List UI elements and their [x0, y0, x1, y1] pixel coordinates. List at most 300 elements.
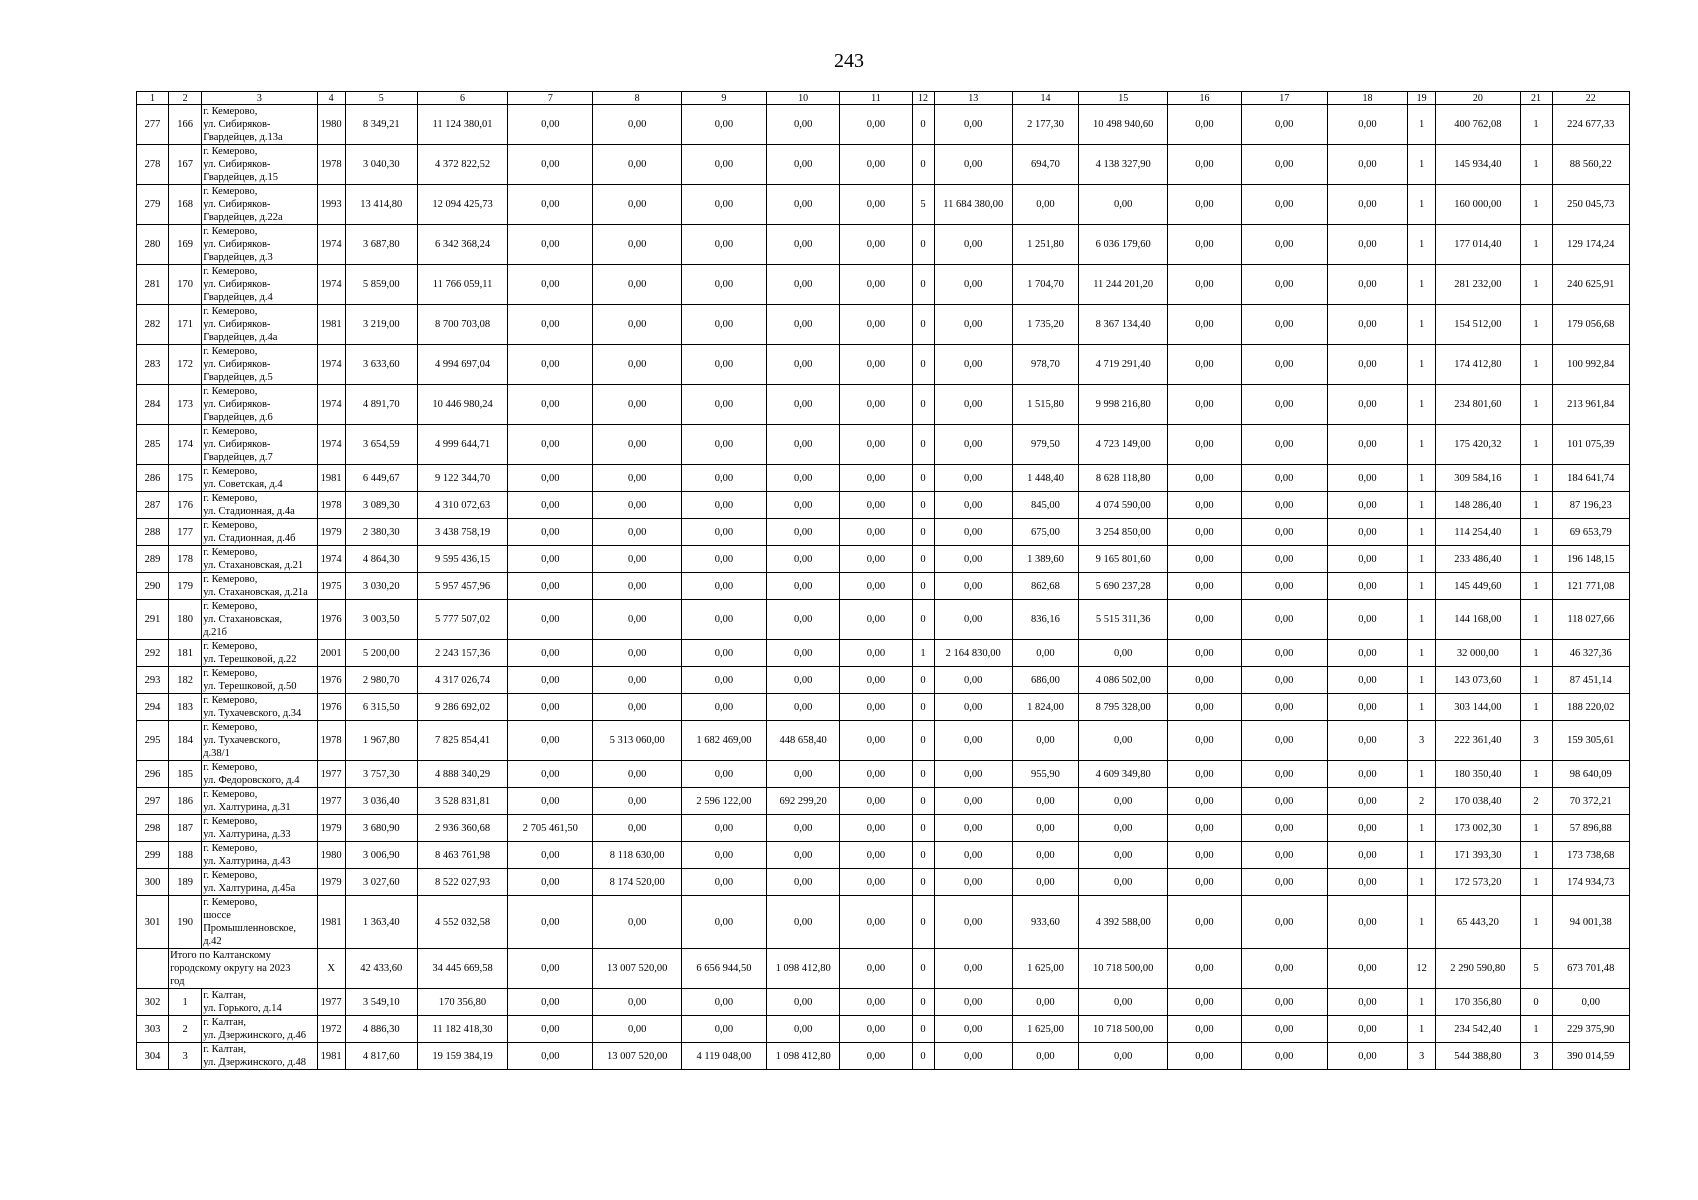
value-cell-6: 9 122 344,70 [417, 465, 507, 492]
value-cell-10: 0,00 [767, 989, 840, 1016]
value-cell-18: 0,00 [1327, 305, 1407, 345]
value-cell-22: 224 677,33 [1552, 105, 1629, 145]
table-row [137, 225, 1630, 265]
column-header-9: 9 [681, 92, 766, 105]
value-cell-5: 2 980,70 [345, 667, 417, 694]
value-cell-15: 8 367 134,40 [1079, 305, 1168, 345]
value-cell-21: 1 [1520, 145, 1552, 185]
value-cell-21: 1 [1520, 345, 1552, 385]
value-cell-14: 1 704,70 [1012, 265, 1078, 305]
value-cell-15: 4 609 349,80 [1079, 761, 1168, 788]
value-cell-11: 0,00 [840, 721, 912, 761]
value-cell-17: 0,00 [1241, 573, 1327, 600]
address-cell: г. Калтан, ул. Горького, д.14 [202, 989, 317, 1016]
column-header-12: 12 [912, 92, 934, 105]
value-cell-14: 0,00 [1012, 1043, 1078, 1070]
value-cell-7: 0,00 [508, 492, 593, 519]
value-cell-22: 159 305,61 [1552, 721, 1629, 761]
value-cell-18: 0,00 [1327, 465, 1407, 492]
value-cell-6: 4 317 026,74 [417, 667, 507, 694]
column-header-6: 6 [417, 92, 507, 105]
value-cell-21: 1 [1520, 761, 1552, 788]
row-number: 302 [137, 989, 169, 1016]
value-cell-19: 1 [1408, 869, 1436, 896]
value-cell-8: 0,00 [593, 1016, 681, 1043]
value-cell-6: 19 159 384,19 [417, 1043, 507, 1070]
value-cell-20: 65 443,20 [1436, 896, 1520, 949]
column-header-8: 8 [593, 92, 681, 105]
table-row [137, 896, 1630, 949]
value-cell-16: 0,00 [1168, 667, 1241, 694]
row-index: 1 [169, 989, 202, 1016]
value-cell-16: 0,00 [1168, 225, 1241, 265]
table-row [137, 667, 1630, 694]
value-cell-9: 1 682 469,00 [681, 721, 766, 761]
value-cell-5: 4 864,30 [345, 546, 417, 573]
value-cell-20: 172 573,20 [1436, 869, 1520, 896]
value-cell-22: 173 738,68 [1552, 842, 1629, 869]
year-cell: 1974 [317, 546, 345, 573]
table-row [137, 989, 1630, 1016]
table-row [137, 694, 1630, 721]
value-cell-14: 862,68 [1012, 573, 1078, 600]
address-cell: г. Кемерово, ул. Сибиряков- Гвардейцев, д.6 [202, 385, 317, 425]
row-index: 181 [169, 640, 202, 667]
value-cell-8: 0,00 [593, 185, 681, 225]
value-cell-12: 0 [912, 667, 934, 694]
value-cell-5: 3 027,60 [345, 869, 417, 896]
value-cell-16: 0,00 [1168, 896, 1241, 949]
value-cell-10: 0,00 [767, 492, 840, 519]
value-cell-15: 8 628 118,80 [1079, 465, 1168, 492]
value-cell-7: 0,00 [508, 145, 593, 185]
value-cell-21: 1 [1520, 546, 1552, 573]
value-cell-15: 4 719 291,40 [1079, 345, 1168, 385]
value-cell-15: 0,00 [1079, 842, 1168, 869]
value-cell-7: 0,00 [508, 869, 593, 896]
value-cell-10: 0,00 [767, 869, 840, 896]
row-index: 180 [169, 600, 202, 640]
value-cell-11: 0,00 [840, 185, 912, 225]
value-cell-9: 0,00 [681, 385, 766, 425]
address-cell: г. Кемерово, ул. Сибиряков- Гвардейцев, д.5 [202, 345, 317, 385]
value-cell-9: 0,00 [681, 600, 766, 640]
table-row [137, 519, 1630, 546]
value-cell-18: 0,00 [1327, 546, 1407, 573]
table-row [137, 761, 1630, 788]
value-cell-16: 0,00 [1168, 788, 1241, 815]
value-cell-19: 1 [1408, 815, 1436, 842]
row-number: 284 [137, 385, 169, 425]
address-cell: г. Кемерово, ул. Стадионная, д.4б [202, 519, 317, 546]
total-value-cell-12: 0 [912, 949, 934, 989]
value-cell-9: 0,00 [681, 145, 766, 185]
value-cell-20: 160 000,00 [1436, 185, 1520, 225]
year-cell: 1974 [317, 345, 345, 385]
value-cell-12: 0 [912, 265, 934, 305]
value-cell-8: 0,00 [593, 385, 681, 425]
value-cell-15: 9 998 216,80 [1079, 385, 1168, 425]
address-cell: г. Кемерово, ул. Сибиряков- Гвардейцев, д.7 [202, 425, 317, 465]
value-cell-11: 0,00 [840, 788, 912, 815]
value-cell-15: 5 515 311,36 [1079, 600, 1168, 640]
total-value-cell-18: 0,00 [1327, 949, 1407, 989]
value-cell-16: 0,00 [1168, 869, 1241, 896]
value-cell-13: 0,00 [934, 815, 1012, 842]
value-cell-16: 0,00 [1168, 385, 1241, 425]
year-cell: 1972 [317, 1016, 345, 1043]
value-cell-19: 1 [1408, 546, 1436, 573]
address-cell: г. Кемерово, ул. Сибиряков- Гвардейцев, д.13а [202, 105, 317, 145]
table-row [137, 105, 1630, 145]
address-cell: г. Кемерово, ул. Терешковой, д.22 [202, 640, 317, 667]
value-cell-6: 4 552 032,58 [417, 896, 507, 949]
value-cell-13: 0,00 [934, 1043, 1012, 1070]
value-cell-19: 1 [1408, 600, 1436, 640]
value-cell-20: 400 762,08 [1436, 105, 1520, 145]
row-number: 300 [137, 869, 169, 896]
value-cell-16: 0,00 [1168, 842, 1241, 869]
table-row [137, 425, 1630, 465]
value-cell-10: 0,00 [767, 465, 840, 492]
value-cell-15: 9 165 801,60 [1079, 546, 1168, 573]
value-cell-7: 0,00 [508, 105, 593, 145]
value-cell-12: 0 [912, 761, 934, 788]
value-cell-14: 0,00 [1012, 842, 1078, 869]
table-row [137, 145, 1630, 185]
row-number: 281 [137, 265, 169, 305]
total-value-cell-17: 0,00 [1241, 949, 1327, 989]
value-cell-22: 121 771,08 [1552, 573, 1629, 600]
row-index: 189 [169, 869, 202, 896]
column-header-17: 17 [1241, 92, 1327, 105]
value-cell-17: 0,00 [1241, 989, 1327, 1016]
row-number: 304 [137, 1043, 169, 1070]
value-cell-14: 0,00 [1012, 640, 1078, 667]
value-cell-12: 0 [912, 721, 934, 761]
value-cell-11: 0,00 [840, 667, 912, 694]
value-cell-22: 188 220,02 [1552, 694, 1629, 721]
value-cell-9: 0,00 [681, 761, 766, 788]
value-cell-7: 0,00 [508, 345, 593, 385]
value-cell-12: 0 [912, 145, 934, 185]
row-index: 176 [169, 492, 202, 519]
value-cell-22: 88 560,22 [1552, 145, 1629, 185]
row-index: 188 [169, 842, 202, 869]
table-row [137, 265, 1630, 305]
value-cell-9: 0,00 [681, 869, 766, 896]
value-cell-7: 0,00 [508, 546, 593, 573]
value-cell-17: 0,00 [1241, 600, 1327, 640]
value-cell-22: 250 045,73 [1552, 185, 1629, 225]
value-cell-9: 2 596 122,00 [681, 788, 766, 815]
value-cell-13: 0,00 [934, 225, 1012, 265]
value-cell-20: 170 038,40 [1436, 788, 1520, 815]
value-cell-20: 233 486,40 [1436, 546, 1520, 573]
value-cell-15: 0,00 [1079, 640, 1168, 667]
value-cell-18: 0,00 [1327, 761, 1407, 788]
address-cell: г. Кемерово, ул. Сибиряков- Гвардейцев, д.3 [202, 225, 317, 265]
value-cell-19: 1 [1408, 573, 1436, 600]
value-cell-7: 0,00 [508, 185, 593, 225]
value-cell-6: 4 999 644,71 [417, 425, 507, 465]
value-cell-17: 0,00 [1241, 265, 1327, 305]
value-cell-17: 0,00 [1241, 225, 1327, 265]
value-cell-18: 0,00 [1327, 225, 1407, 265]
value-cell-7: 0,00 [508, 600, 593, 640]
value-cell-15: 4 138 327,90 [1079, 145, 1168, 185]
value-cell-9: 0,00 [681, 896, 766, 949]
value-cell-11: 0,00 [840, 815, 912, 842]
value-cell-9: 0,00 [681, 546, 766, 573]
value-cell-14: 845,00 [1012, 492, 1078, 519]
value-cell-18: 0,00 [1327, 345, 1407, 385]
total-value-cell-20: 2 290 590,80 [1436, 949, 1520, 989]
table-row [137, 573, 1630, 600]
table-row [137, 842, 1630, 869]
table-row [137, 546, 1630, 573]
header-row [137, 92, 1630, 105]
value-cell-17: 0,00 [1241, 842, 1327, 869]
value-cell-8: 5 313 060,00 [593, 721, 681, 761]
value-cell-11: 0,00 [840, 225, 912, 265]
value-cell-7: 2 705 461,50 [508, 815, 593, 842]
value-cell-14: 1 251,80 [1012, 225, 1078, 265]
value-cell-21: 1 [1520, 694, 1552, 721]
row-number: 297 [137, 788, 169, 815]
value-cell-19: 1 [1408, 896, 1436, 949]
value-cell-6: 3 438 758,19 [417, 519, 507, 546]
total-value-cell-5: 42 433,60 [345, 949, 417, 989]
value-cell-5: 3 549,10 [345, 989, 417, 1016]
value-cell-15: 10 498 940,60 [1079, 105, 1168, 145]
value-cell-5: 3 219,00 [345, 305, 417, 345]
value-cell-18: 0,00 [1327, 265, 1407, 305]
value-cell-19: 1 [1408, 842, 1436, 869]
value-cell-17: 0,00 [1241, 465, 1327, 492]
value-cell-12: 0 [912, 815, 934, 842]
value-cell-11: 0,00 [840, 842, 912, 869]
year-cell: 1974 [317, 385, 345, 425]
value-cell-10: 0,00 [767, 265, 840, 305]
value-cell-13: 0,00 [934, 519, 1012, 546]
value-cell-10: 0,00 [767, 1016, 840, 1043]
value-cell-19: 1 [1408, 667, 1436, 694]
value-cell-9: 0,00 [681, 185, 766, 225]
year-cell: 1976 [317, 667, 345, 694]
value-cell-6: 9 595 436,15 [417, 546, 507, 573]
value-cell-8: 0,00 [593, 896, 681, 949]
value-cell-6: 4 372 822,52 [417, 145, 507, 185]
value-cell-16: 0,00 [1168, 185, 1241, 225]
value-cell-17: 0,00 [1241, 761, 1327, 788]
value-cell-10: 0,00 [767, 385, 840, 425]
value-cell-16: 0,00 [1168, 492, 1241, 519]
value-cell-19: 1 [1408, 225, 1436, 265]
year-cell: 1974 [317, 425, 345, 465]
value-cell-6: 170 356,80 [417, 989, 507, 1016]
value-cell-14: 0,00 [1012, 788, 1078, 815]
value-cell-14: 1 625,00 [1012, 1016, 1078, 1043]
address-cell: г. Кемерово, ул. Стахановская, д.21 [202, 546, 317, 573]
value-cell-6: 11 182 418,30 [417, 1016, 507, 1043]
value-cell-11: 0,00 [840, 145, 912, 185]
column-header-21: 21 [1520, 92, 1552, 105]
value-cell-12: 0 [912, 519, 934, 546]
value-cell-22: 0,00 [1552, 989, 1629, 1016]
value-cell-17: 0,00 [1241, 345, 1327, 385]
value-cell-11: 0,00 [840, 105, 912, 145]
address-cell: г. Кемерово, шоссе Промышленновское, д.42 [202, 896, 317, 949]
value-cell-20: 174 412,80 [1436, 345, 1520, 385]
value-cell-6: 4 310 072,63 [417, 492, 507, 519]
year-cell: 1981 [317, 305, 345, 345]
value-cell-19: 1 [1408, 105, 1436, 145]
value-cell-7: 0,00 [508, 667, 593, 694]
value-cell-7: 0,00 [508, 896, 593, 949]
value-cell-12: 0 [912, 385, 934, 425]
value-cell-17: 0,00 [1241, 305, 1327, 345]
year-cell: 1974 [317, 265, 345, 305]
value-cell-20: 180 350,40 [1436, 761, 1520, 788]
value-cell-21: 3 [1520, 1043, 1552, 1070]
value-cell-21: 1 [1520, 640, 1552, 667]
value-cell-8: 0,00 [593, 425, 681, 465]
value-cell-17: 0,00 [1241, 385, 1327, 425]
value-cell-16: 0,00 [1168, 989, 1241, 1016]
address-cell: г. Кемерово, ул. Сибиряков- Гвардейцев, д.15 [202, 145, 317, 185]
value-cell-16: 0,00 [1168, 694, 1241, 721]
value-cell-5: 3 633,60 [345, 345, 417, 385]
value-cell-14: 979,50 [1012, 425, 1078, 465]
value-cell-18: 0,00 [1327, 667, 1407, 694]
value-cell-13: 0,00 [934, 385, 1012, 425]
value-cell-20: 234 801,60 [1436, 385, 1520, 425]
value-cell-9: 0,00 [681, 519, 766, 546]
value-cell-10: 0,00 [767, 600, 840, 640]
value-cell-5: 3 003,50 [345, 600, 417, 640]
row-index: 2 [169, 1016, 202, 1043]
value-cell-9: 0,00 [681, 815, 766, 842]
total-value-cell-22: 673 701,48 [1552, 949, 1629, 989]
column-header-20: 20 [1436, 92, 1520, 105]
value-cell-12: 0 [912, 425, 934, 465]
row-number: 286 [137, 465, 169, 492]
total-value-cell-11: 0,00 [840, 949, 912, 989]
value-cell-17: 0,00 [1241, 667, 1327, 694]
value-cell-10: 0,00 [767, 761, 840, 788]
value-cell-13: 0,00 [934, 761, 1012, 788]
value-cell-5: 4 886,30 [345, 1016, 417, 1043]
value-cell-7: 0,00 [508, 842, 593, 869]
value-cell-7: 0,00 [508, 721, 593, 761]
column-header-14: 14 [1012, 92, 1078, 105]
value-cell-8: 0,00 [593, 265, 681, 305]
value-cell-21: 1 [1520, 1016, 1552, 1043]
value-cell-9: 0,00 [681, 989, 766, 1016]
value-cell-12: 0 [912, 989, 934, 1016]
value-cell-20: 143 073,60 [1436, 667, 1520, 694]
value-cell-16: 0,00 [1168, 519, 1241, 546]
value-cell-21: 1 [1520, 667, 1552, 694]
data-table [136, 91, 1630, 1070]
value-cell-7: 0,00 [508, 1016, 593, 1043]
value-cell-16: 0,00 [1168, 465, 1241, 492]
total-value-cell-16: 0,00 [1168, 949, 1241, 989]
value-cell-5: 1 967,80 [345, 721, 417, 761]
row-number: 295 [137, 721, 169, 761]
total-value-cell-13: 0,00 [934, 949, 1012, 989]
value-cell-20: 170 356,80 [1436, 989, 1520, 1016]
value-cell-11: 0,00 [840, 761, 912, 788]
value-cell-16: 0,00 [1168, 761, 1241, 788]
value-cell-19: 1 [1408, 465, 1436, 492]
year-cell: 1974 [317, 225, 345, 265]
value-cell-19: 1 [1408, 761, 1436, 788]
value-cell-12: 0 [912, 869, 934, 896]
year-cell: 1993 [317, 185, 345, 225]
value-cell-13: 0,00 [934, 600, 1012, 640]
value-cell-8: 8 174 520,00 [593, 869, 681, 896]
value-cell-22: 100 992,84 [1552, 345, 1629, 385]
value-cell-8: 0,00 [593, 225, 681, 265]
row-index: 169 [169, 225, 202, 265]
value-cell-5: 3 040,30 [345, 145, 417, 185]
value-cell-5: 3 036,40 [345, 788, 417, 815]
value-cell-21: 1 [1520, 869, 1552, 896]
value-cell-6: 12 094 425,73 [417, 185, 507, 225]
value-cell-6: 4 888 340,29 [417, 761, 507, 788]
value-cell-22: 174 934,73 [1552, 869, 1629, 896]
value-cell-11: 0,00 [840, 385, 912, 425]
row-number: 301 [137, 896, 169, 949]
value-cell-9: 0,00 [681, 667, 766, 694]
value-cell-8: 0,00 [593, 492, 681, 519]
row-index: 167 [169, 145, 202, 185]
value-cell-22: 87 196,23 [1552, 492, 1629, 519]
value-cell-20: 303 144,00 [1436, 694, 1520, 721]
value-cell-16: 0,00 [1168, 425, 1241, 465]
year-cell: 1977 [317, 788, 345, 815]
value-cell-17: 0,00 [1241, 640, 1327, 667]
column-header-19: 19 [1408, 92, 1436, 105]
year-cell: 1979 [317, 869, 345, 896]
value-cell-13: 0,00 [934, 896, 1012, 949]
value-cell-22: 101 075,39 [1552, 425, 1629, 465]
value-cell-15: 0,00 [1079, 788, 1168, 815]
value-cell-20: 171 393,30 [1436, 842, 1520, 869]
value-cell-10: 0,00 [767, 145, 840, 185]
value-cell-12: 0 [912, 573, 934, 600]
value-cell-21: 1 [1520, 305, 1552, 345]
value-cell-8: 13 007 520,00 [593, 1043, 681, 1070]
value-cell-14: 978,70 [1012, 345, 1078, 385]
value-cell-13: 0,00 [934, 667, 1012, 694]
value-cell-16: 0,00 [1168, 640, 1241, 667]
value-cell-17: 0,00 [1241, 519, 1327, 546]
year-cell: 1979 [317, 815, 345, 842]
value-cell-20: 145 934,40 [1436, 145, 1520, 185]
value-cell-18: 0,00 [1327, 600, 1407, 640]
value-cell-8: 0,00 [593, 694, 681, 721]
column-header-11: 11 [840, 92, 912, 105]
year-cell: 1975 [317, 573, 345, 600]
year-cell: X [317, 949, 345, 989]
value-cell-6: 8 463 761,98 [417, 842, 507, 869]
row-index: 173 [169, 385, 202, 425]
value-cell-11: 0,00 [840, 492, 912, 519]
value-cell-13: 0,00 [934, 573, 1012, 600]
